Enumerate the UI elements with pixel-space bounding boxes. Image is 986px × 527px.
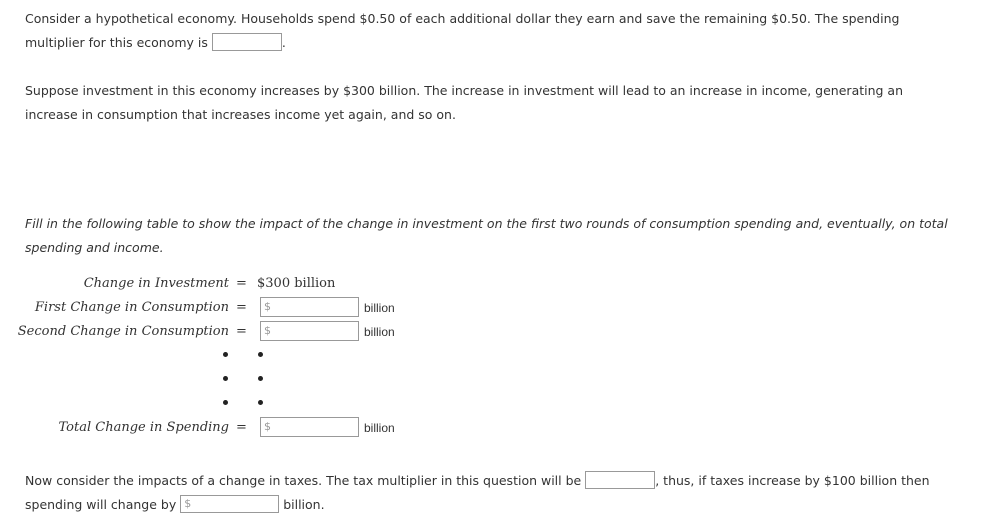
- unit-label: billion: [364, 301, 395, 315]
- tax-multiplier-input[interactable]: [585, 471, 655, 489]
- investment-paragraph: Suppose investment in this economy increases by $300 billion. The increase in investment will lead to an increase in income, generating an increase in consumption that increases income yet again, and so on.: [25, 83, 904, 122]
- dollar-prefix: $: [184, 497, 192, 510]
- row-label-second-change-in-consumption: Second Change in Consumption: [17, 324, 229, 339]
- total-change-spending-input[interactable]: [260, 417, 359, 437]
- equals-sign: =: [236, 276, 247, 291]
- ellipsis-dot: [258, 352, 263, 357]
- row-label-first-change-in-consumption: First Change in Consumption: [34, 300, 229, 315]
- dollar-prefix: $: [264, 300, 271, 313]
- ellipsis-dot: [223, 376, 228, 381]
- second-change-consumption-input[interactable]: [260, 321, 359, 341]
- taxes-text-middle: , thus, if taxes increase by $100 billion then spending will change by: [25, 473, 930, 512]
- investment-value: $300 billion: [257, 276, 336, 291]
- taxes-paragraph: [25, 469, 955, 517]
- intro-period: .: [281, 35, 286, 50]
- unit-label: billion: [364, 325, 395, 339]
- equals-sign: =: [236, 420, 247, 435]
- spending-change-input[interactable]: [180, 495, 279, 513]
- equals-sign: =: [236, 324, 247, 339]
- first-change-consumption-input[interactable]: [260, 297, 359, 317]
- ellipsis-dot: [258, 376, 263, 381]
- unit-label: billion: [364, 421, 395, 435]
- equals-sign: =: [236, 300, 247, 315]
- taxes-text-after: billion.: [283, 497, 325, 512]
- dollar-prefix: $: [264, 324, 271, 337]
- taxes-text-before: Now consider the impacts of a change in taxes. The tax multiplier in this question will be: [25, 473, 582, 488]
- intro-paragraph: [25, 7, 955, 55]
- dollar-prefix: $: [264, 420, 271, 433]
- ellipsis-dot: [223, 352, 228, 357]
- ellipsis-dot: [223, 400, 228, 405]
- row-label-total-change-in-spending: Total Change in Spending: [58, 420, 229, 435]
- spending-multiplier-input[interactable]: [212, 33, 282, 51]
- row-label-change-in-investment: Change in Investment: [83, 276, 229, 291]
- ellipsis-dot: [258, 400, 263, 405]
- instruction-paragraph: Fill in the following table to show the impact of the change in investment on the first two rounds of consumption spending and, eventually, on total spending and income.: [25, 216, 948, 255]
- intro-text: Consider a hypothetical economy. Households spend $0.50 of each additional dollar they earn and save the remaining $0.50. The spending multiplier for this economy is: [25, 11, 900, 50]
